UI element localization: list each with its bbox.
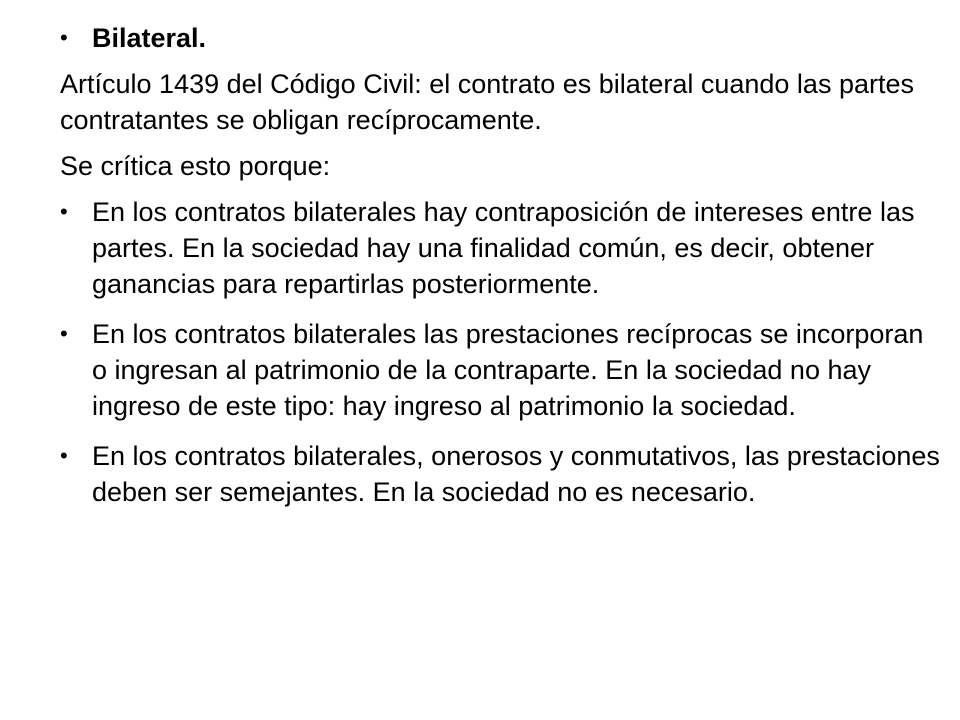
critique-intro-text: Se crítica esto porque: — [60, 151, 331, 181]
bullet-point-text: En los contratos bilaterales las prestaciones recíprocas se incorporan o ingresan al patrimonio de la contraparte. En la sociedad no hay ingreso de este tipo: hay ingreso al patrimonio la sociedad. — [92, 319, 924, 421]
bullet-point-1 — [60, 194, 940, 302]
bullet-point-3 — [60, 438, 940, 510]
article-text: Artículo 1439 del Código Civil: el contrato es bilateral cuando las partes contratantes se obligan recíprocamente. — [60, 69, 914, 135]
bullet-point-text: En los contratos bilaterales, onerosos y conmutativos, las prestaciones deben ser semejantes. En la sociedad no es necesario. — [92, 441, 940, 507]
article-paragraph — [60, 66, 940, 138]
heading-text: Bilateral. — [92, 23, 207, 53]
critique-intro — [60, 148, 940, 184]
bullet-icon: • — [60, 199, 68, 224]
heading-item — [60, 20, 940, 56]
bullet-icon: • — [60, 25, 68, 50]
bullet-icon: • — [60, 321, 68, 346]
slide-body — [60, 20, 940, 524]
bullet-point-text: En los contratos bilaterales hay contraposición de intereses entre las partes. En la sociedad hay una finalidad común, es decir, obtener ganancias para repartirlas posteriormente. — [92, 197, 915, 299]
bullet-icon: • — [60, 443, 68, 468]
bullet-point-2 — [60, 316, 940, 424]
